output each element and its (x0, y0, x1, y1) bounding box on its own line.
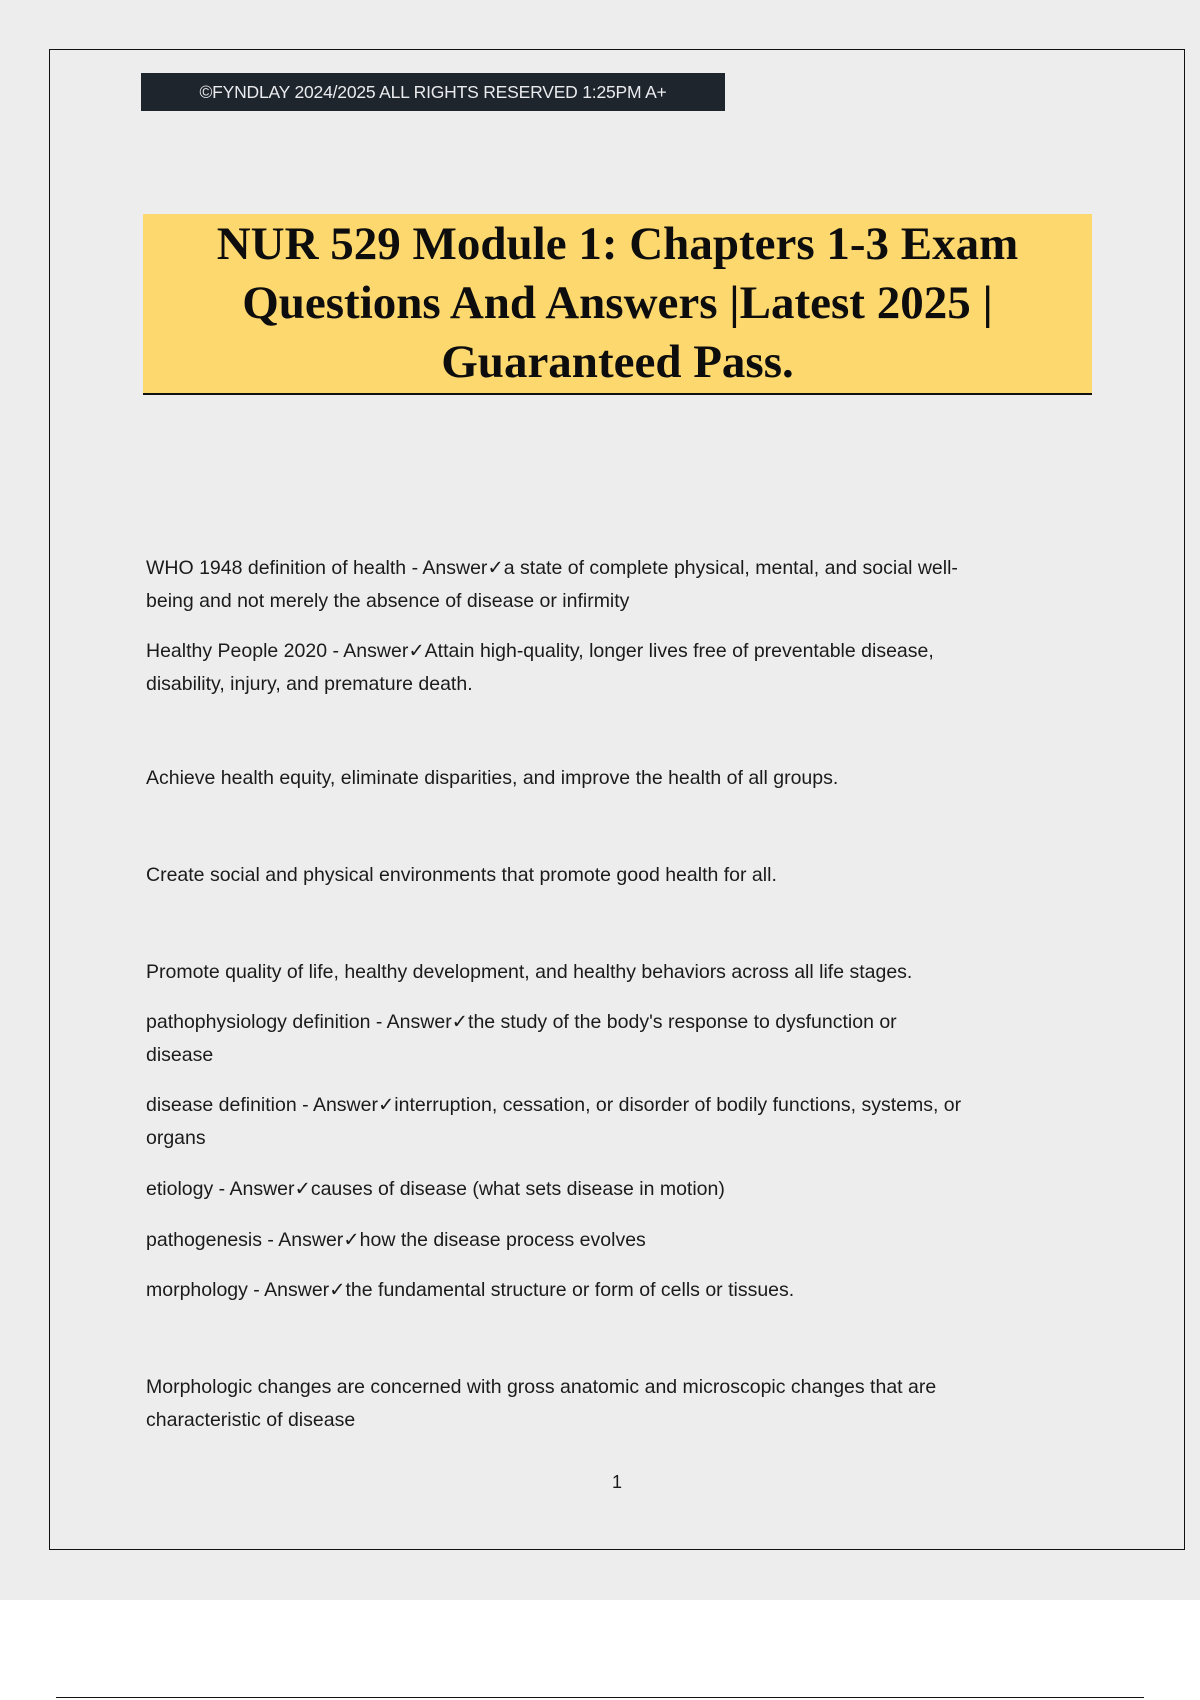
copyright-banner: ©FYNDLAY 2024/2025 ALL RIGHTS RESERVED 1:25PM A+ (141, 73, 725, 111)
text-line: disability, injury, and premature death. (146, 672, 473, 695)
page-number: 1 (611, 1472, 622, 1492)
text-line: pathophysiology definition - Answer✓the study of the body's response to dysfunction or (146, 1011, 897, 1033)
text-paragraph (146, 1371, 1096, 1436)
qa-item-who-definition (146, 552, 1096, 617)
text-line: Healthy People 2020 - Answer✓Attain high-quality, longer lives free of preventable disease, (146, 640, 934, 662)
next-page-top-rule (56, 1697, 1144, 1698)
text-line: WHO 1948 definition of health - Answer✓a state of complete physical, mental, and social well- (146, 557, 958, 579)
text-line: etiology - Answer✓causes of disease (what sets disease in motion) (146, 1178, 725, 1200)
qa-item-pathogenesis (146, 1224, 1096, 1257)
qa-item-disease-definition (146, 1089, 1096, 1154)
qa-item-morphology (146, 1274, 1096, 1307)
title-line: Questions And Answers |Latest 2025 | (242, 277, 993, 329)
text-paragraph (146, 956, 1096, 989)
title-line: Guaranteed Pass. (441, 336, 794, 388)
text-line: pathogenesis - Answer✓how the disease process evolves (146, 1229, 646, 1251)
text-line: Achieve health equity, eliminate disparities, and improve the health of all groups. (146, 767, 839, 789)
text-line: Promote quality of life, healthy development, and healthy behaviors across all life stages. (146, 961, 913, 983)
title-line: NUR 529 Module 1: Chapters 1-3 Exam (216, 218, 1019, 270)
text-line: morphology - Answer✓the fundamental structure or form of cells or tissues. (146, 1279, 795, 1301)
text-line: characteristic of disease (146, 1408, 356, 1431)
qa-item-pathophysiology (146, 1006, 1096, 1071)
document-title (143, 214, 1092, 395)
text-paragraph (146, 859, 1096, 892)
text-line: disease (146, 1043, 214, 1066)
text-line: disease definition - Answer✓interruption, cessation, or disorder of bodily functions, systems, or (146, 1094, 962, 1116)
text-line: Create social and physical environments that promote good health for all. (146, 864, 777, 886)
qa-item-etiology (146, 1173, 1096, 1206)
text-paragraph (146, 762, 1096, 795)
text-line: Morphologic changes are concerned with gross anatomic and microscopic changes that are (146, 1376, 937, 1398)
text-line: being and not merely the absence of disease or infirmity (146, 589, 630, 612)
text-line: organs (146, 1126, 206, 1149)
qa-item-healthy-people (146, 635, 1096, 700)
